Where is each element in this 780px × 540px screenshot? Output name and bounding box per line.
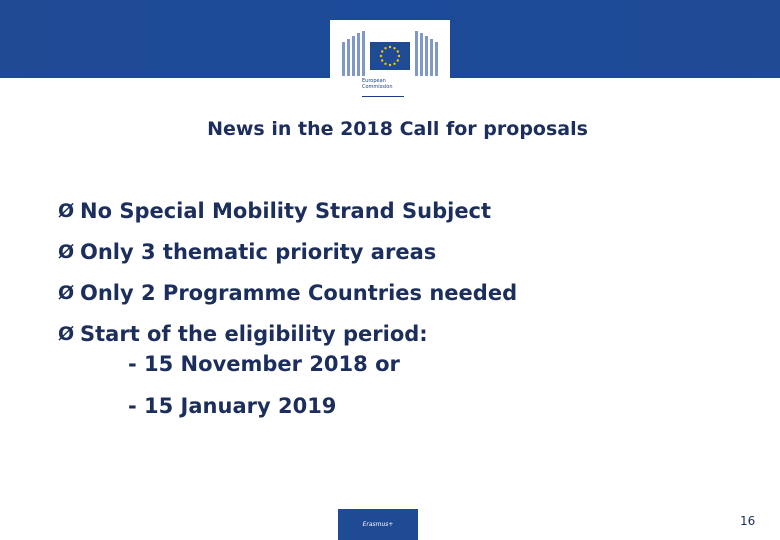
- logo-underline: [362, 96, 404, 97]
- arrow-bullet-icon: Ø: [58, 199, 75, 222]
- logo-line2: Commission: [362, 84, 393, 90]
- bullet-text: Only 3 thematic priority areas: [80, 239, 437, 264]
- bullet-list: [58, 190, 517, 354]
- bullet-text: No Special Mobility Strand Subject: [80, 198, 492, 223]
- bullet-text: Only 2 Programme Countries needed: [80, 280, 518, 305]
- arrow-bullet-icon: Ø: [58, 322, 75, 345]
- commission-building-icon: [342, 28, 438, 78]
- bullet-item: [58, 272, 517, 313]
- bullet-item: [58, 231, 517, 272]
- bullet-text: Start of the eligibility period:: [80, 321, 428, 346]
- page-number: 16: [740, 514, 756, 528]
- erasmus-plus-logo: Erasmus+: [338, 509, 418, 540]
- slide-title: News in the 2018 Call for proposals: [207, 118, 588, 140]
- logo-caption: [362, 78, 422, 90]
- bullet-item: [58, 313, 517, 354]
- logo-line1: European: [362, 78, 386, 84]
- european-commission-logo: [330, 20, 450, 102]
- bullet-item: [58, 190, 517, 231]
- sub-item-date-1: - 15 November 2018 or: [128, 352, 400, 376]
- arrow-bullet-icon: Ø: [58, 240, 75, 263]
- arrow-bullet-icon: Ø: [58, 281, 75, 304]
- sub-item-date-2: - 15 January 2019: [128, 394, 337, 418]
